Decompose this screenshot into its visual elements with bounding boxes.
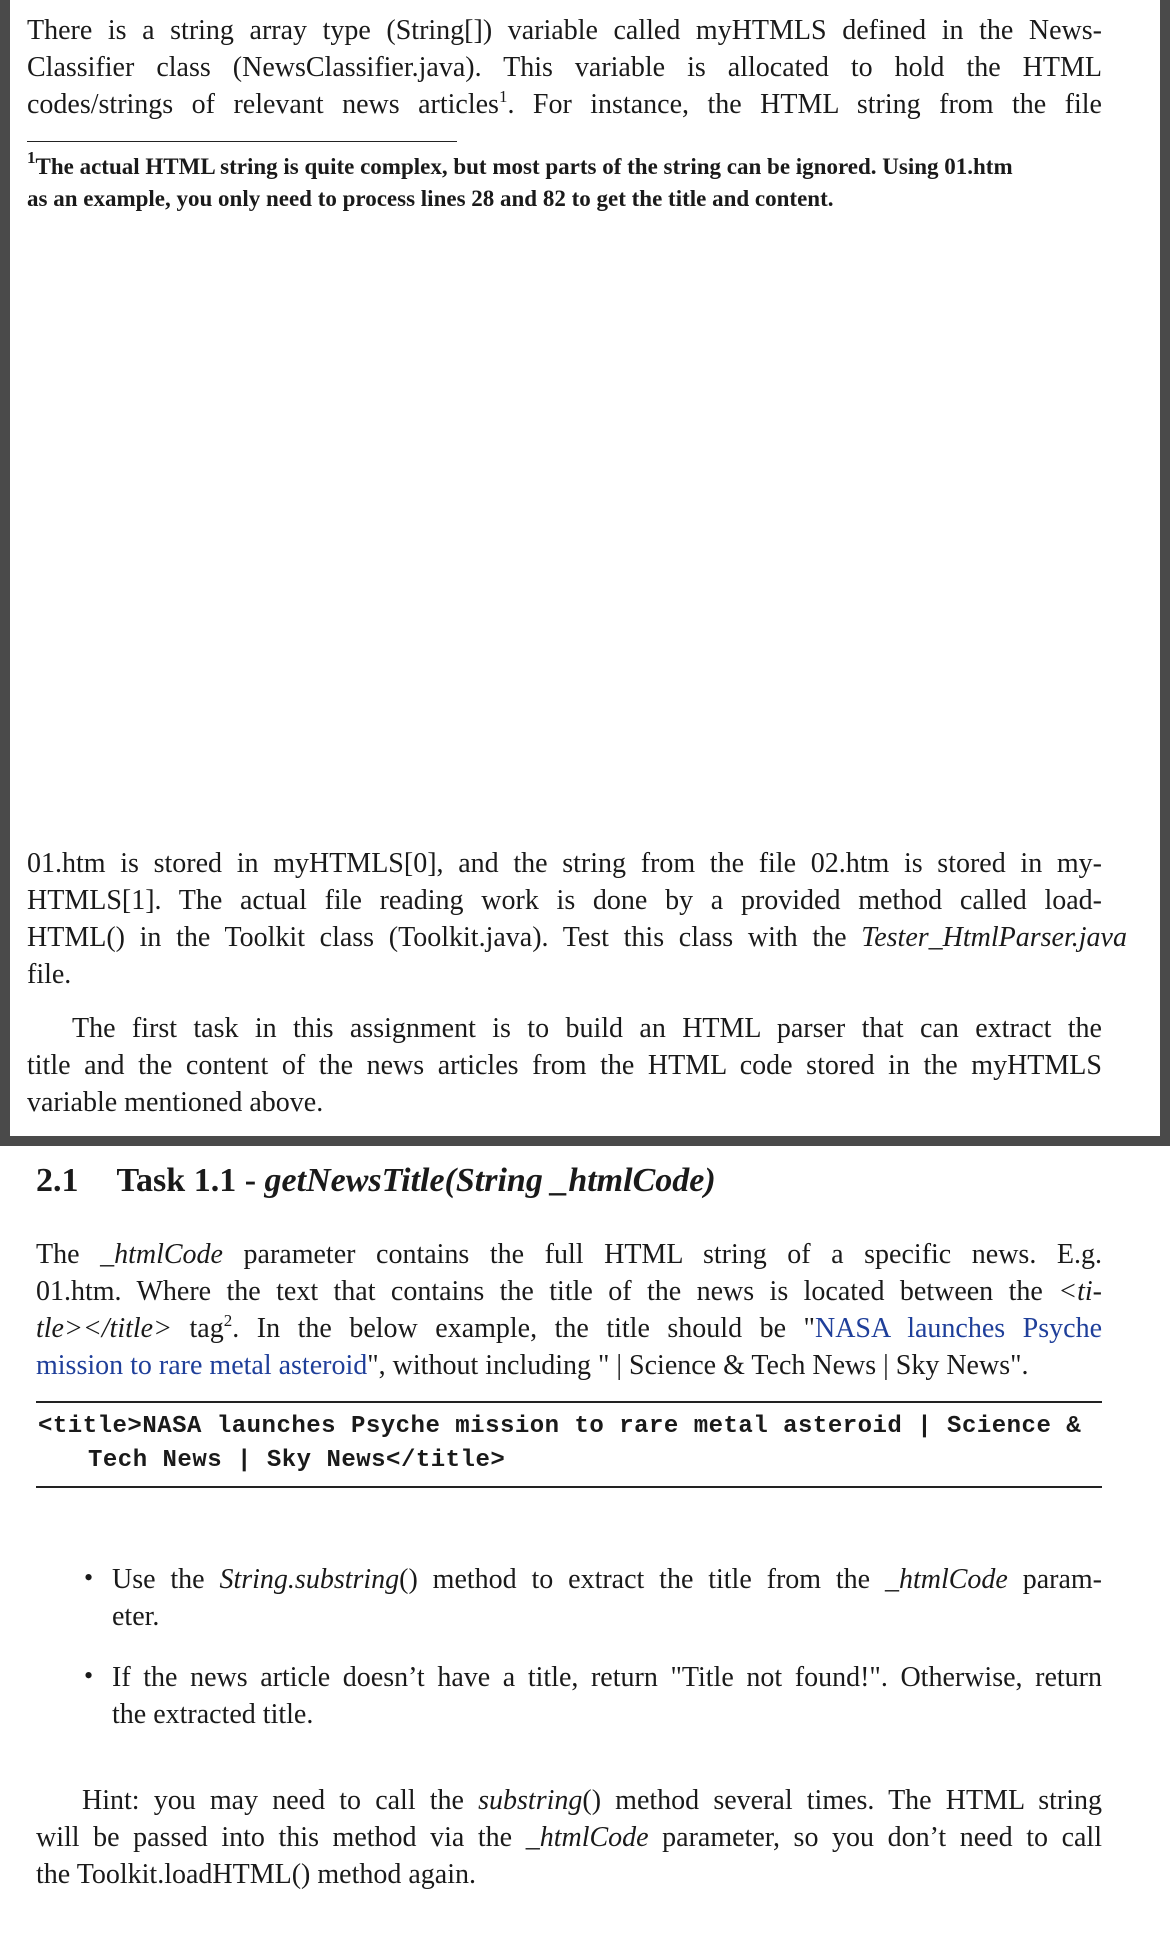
section-method-signature: getNewsTitle(String _htmlCode) xyxy=(264,1162,716,1199)
task-line-1: The first task in this assignment is to build an HTML parser that can extract the xyxy=(72,1013,1102,1044)
para1-line-4: mission to rare metal asteroid", without including " | Science & Tech News | Sky News". xyxy=(36,1350,1029,1381)
section-heading: 2.1 Task 1.1 - getNewsTitle(String _htmlCode) xyxy=(36,1162,716,1199)
hint-line-2: will be passed into this method via the _htmlCode parameter, so you don’t need to call xyxy=(36,1822,1102,1853)
code-rule-top xyxy=(36,1401,1102,1403)
intro-line-3: codes/strings of relevant news articles$^1$. For instance, the HTML string from the file xyxy=(27,87,1102,120)
code-line-2: Tech News | Sky News</title> xyxy=(88,1447,506,1474)
cont-line-1: 01.htm is stored in myHTMLS[0], and the string from the file 02.htm is stored in my- xyxy=(27,848,1102,879)
hint-line-1: Hint: you may need to call the substring() method several times. The HTML string xyxy=(82,1785,1102,1816)
para1-line-1: The _htmlCode parameter contains the full HTML string of a specific news. E.g. xyxy=(36,1239,1102,1270)
code-rule-bottom xyxy=(36,1486,1102,1488)
bullet-2-line-2: the extracted title. xyxy=(112,1699,314,1730)
top-page-sheet xyxy=(10,0,1160,1136)
code-line-1: <title>NASA launches Psyche mission to rare metal asteroid | Science & xyxy=(38,1413,1082,1440)
bullet-1-line-1: Use the String.substring() method to extract the title from the _htmlCode param- xyxy=(112,1564,1102,1595)
task-line-3: variable mentioned above. xyxy=(27,1087,324,1118)
footnote-1: $^1$The actual HTML string is quite complex, but most parts of the string can be ignored. Using 01.htm xyxy=(27,148,1013,179)
footnote-ref-2[interactable]: 2 xyxy=(223,1311,233,1330)
bullet-2-marker: • xyxy=(84,1661,94,1690)
example-title-link-cont[interactable]: mission to rare metal asteroid xyxy=(36,1350,368,1381)
bullet-1-marker: • xyxy=(84,1563,94,1592)
cont-line-4: file. xyxy=(27,959,72,990)
intro-line-2: Classifier class (NewsClassifier.java). This variable is allocated to hold the HTML xyxy=(27,52,1102,83)
para1-line-3: tle></title> tag$^2$. In the below example, the title should be "NASA launches Psyche xyxy=(36,1311,1102,1344)
cont-line-3: HTML() in the Toolkit class (Toolkit.java). Test this class with the Tester_HtmlParser.java xyxy=(27,922,1127,953)
footnote-ref-1[interactable]: 1 xyxy=(498,87,508,106)
section-number: 2.1 xyxy=(36,1162,79,1199)
example-title-link[interactable]: NASA launches Psyche xyxy=(814,1313,1102,1344)
intro-line-1: There is a string array type (String[]) variable called myHTMLS defined in the News- xyxy=(27,15,1102,46)
footnote-1-line-2: as an example, you only need to process lines 28 and 82 to get the title and content. xyxy=(27,186,834,211)
cont-line-2: HTMLS[1]. The actual file reading work is done by a provided method called load- xyxy=(27,885,1102,916)
task-line-2: title and the content of the news articles from the HTML code stored in the myHTMLS xyxy=(27,1050,1102,1081)
hint-line-3: the Toolkit.loadHTML() method again. xyxy=(36,1859,476,1890)
bullet-1-line-2: eter. xyxy=(112,1601,160,1632)
para1-line-2: 01.htm. Where the text that contains the title of the news is located between the <ti- xyxy=(36,1276,1102,1307)
tester-file-name: Tester_HtmlParser.java xyxy=(861,922,1127,953)
bullet-2-line-1: If the news article doesn’t have a title, return "Title not found!". Otherwise, return xyxy=(112,1662,1102,1693)
footnote-separator xyxy=(27,141,457,142)
